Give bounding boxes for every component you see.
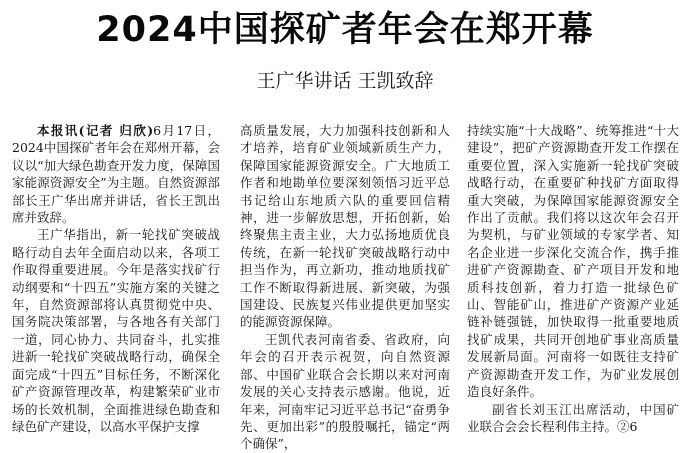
paragraph-text: 6月17日，2024中国探矿者年会在郑州开幕，会议以“加大绿色勘查开发力度，保障国家能源资源安全”为主题。自然资源部部长王广华出席并讲话，省长王凯出席并致辞。 [12,123,220,226]
subheadline: 王广华讲话 王凯致辞 [256,70,434,92]
article-column-3 [467,122,679,435]
article-paragraph: 副省长刘玉江出席活动，中国矿业联合会会长程利伟主持。②6 [467,401,679,434]
headline: 2024中国探矿者年会在郑开幕 [96,10,594,50]
article-paragraph: 高质量发展，大力加强科技创新和人才培养，培育矿业领域新质生产力，保障国家能源资源安全。广大地质工作者和地勘单位要深刻领悟习近平总书记给山东地质六队的重要回信精神，进一步解放思想，开拓创新，始终聚焦主责主业，大力弘扬地质优良传统，在新一轮找矿突破战略行动中担当作为，再立新功，推动地质找矿工作不断取得新进展、新突破，为强国建设、民族复兴伟业提供更加坚实的能源资源保障。 [240,123,450,330]
article-paragraph: 持续实施“十大战略”、统筹推进“十大建设”，把矿产资源勘查开发工作摆在重要位置，深入实施新一轮找矿突破战略行动，在重要矿种找矿方面取得重大突破，为保障国家能源资源安全作出了贡献。我们将以这次年会召开为契机，与矿业领域的专家学者、知名企业进一步深化交流合作，携手推进矿产资源勘查、矿产项目开发和地质科技创新，着力打造一批绿色矿山、智能矿山，推进矿产资源产业延链补链强链，加快取得一批重要地质找矿成果，共同开创地矿事业高质量发展新局面。河南将一如既往支持矿产资源勘查开发工作，为矿业发展创造良好条件。 [467,123,679,400]
article-paragraph [12,122,220,226]
article-paragraph: 王广华指出，新一轮找矿突破战略行动自去年全面启动以来，各项工作取得重要进展。今年是落实找矿行动纲要和“十四五”实施方案的关键之年，自然资源部将认真贯彻党中央、国务院决策部署，与各地各有关部门一道，同心协力、共同奋斗，扎实推进新一轮找矿突破战略行动，确保全面完成“十四五”目标任务，不断深化矿产资源管理改革，构建繁荣矿业市场的长效机制，全面推进绿色勘查和绿色矿产建设，以高水平保护支撑 [12,227,220,434]
byline: 本报讯(记者 归欣) [37,123,154,138]
article-column-1 [12,122,220,435]
article-column-2 [240,122,450,453]
article-paragraph: 王凯代表河南省委、省政府，向年会的召开表示祝贺，向自然资源部、中国矿业联合会长期以来对河南发展的关心支持表示感谢。他说，近年来，河南牢记习近平总书记“奋勇争先、更加出彩”的殷殷嘱托，锚定“两个确保”， [240,331,450,452]
